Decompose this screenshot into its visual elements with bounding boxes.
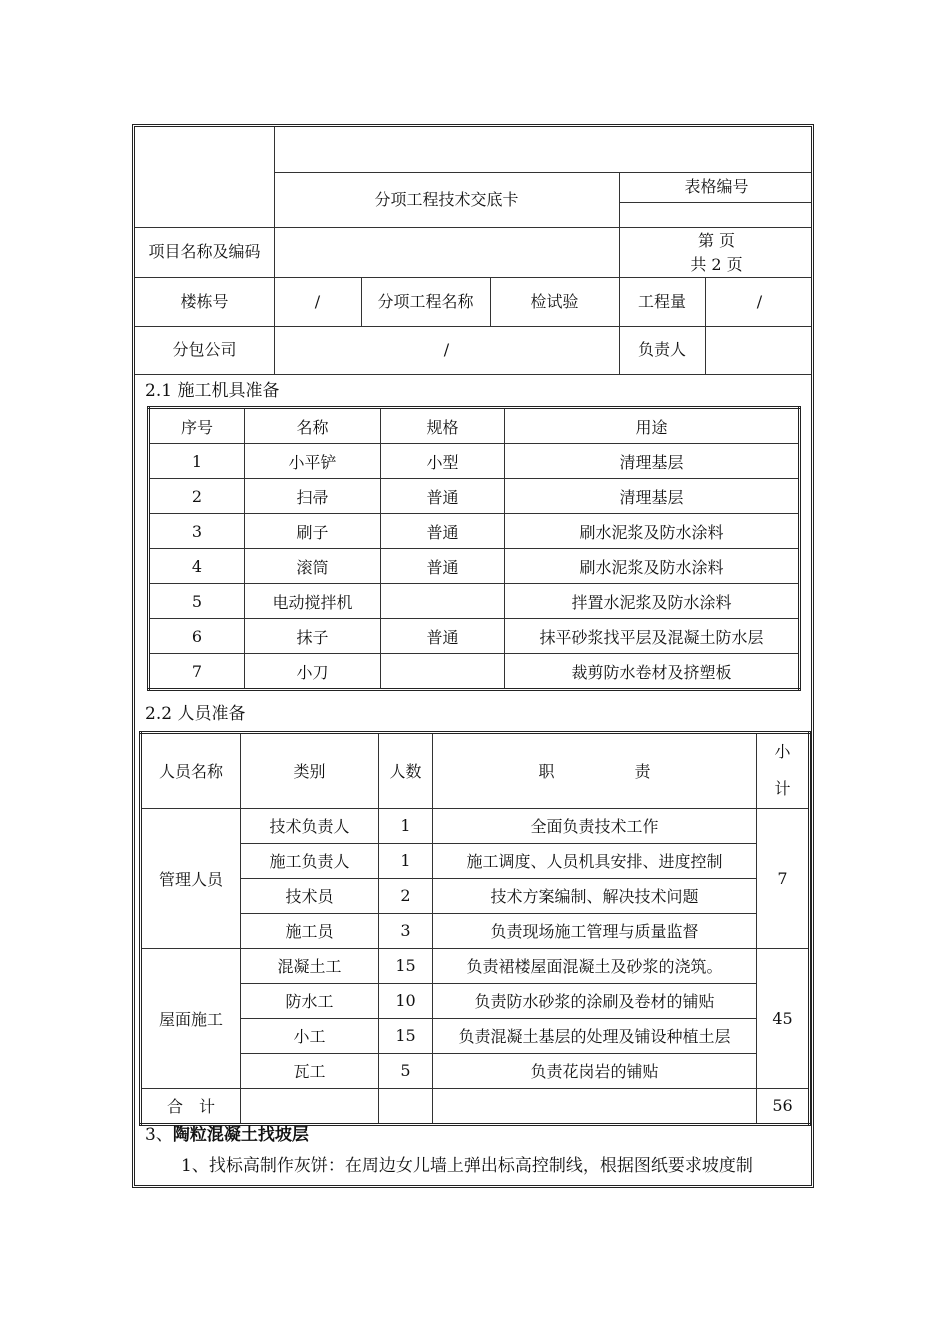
column-header-subtotal xyxy=(757,733,810,809)
column-header: 人数 xyxy=(379,733,433,809)
staff-subtotal: 7 xyxy=(757,808,810,948)
empty-cell xyxy=(433,1088,757,1124)
tool-spec xyxy=(381,584,505,619)
tool-index: 7 xyxy=(149,654,245,690)
column-header: 用途 xyxy=(505,408,800,444)
table-row xyxy=(149,584,800,619)
tool-use: 裁剪防水卷材及挤塑板 xyxy=(505,654,800,690)
staff-count: 15 xyxy=(379,948,433,983)
staff-duty: 施工调度、人员机具安排、进度控制 xyxy=(433,843,757,878)
section3-paragraph: 1、找标高制作灰饼：在周边女儿墙上弹出标高控制线，根据图纸要求坡度制 xyxy=(181,1156,753,1176)
staff-category: 防水工 xyxy=(241,983,379,1018)
staff-category: 施工负责人 xyxy=(241,843,379,878)
table-row xyxy=(141,983,810,1018)
table-row xyxy=(141,913,810,948)
tool-index: 3 xyxy=(149,514,245,549)
table-row xyxy=(141,878,810,913)
quantity-value: / xyxy=(756,291,763,311)
column-header: 类别 xyxy=(241,733,379,809)
staff-count: 1 xyxy=(379,808,433,843)
staff-duty: 负责现场施工管理与质量监督 xyxy=(433,913,757,948)
column-header: 人员名称 xyxy=(141,733,241,809)
tool-spec: 小型 xyxy=(381,444,505,479)
column-header: 职 责 xyxy=(433,733,757,809)
total-pages-label: 共 2 页 xyxy=(690,255,743,274)
tool-index: 1 xyxy=(149,444,245,479)
project-name-label: 项目名称及编码 xyxy=(148,242,261,261)
tool-use: 拌置水泥浆及防水涂料 xyxy=(505,584,800,619)
tool-name: 刷子 xyxy=(245,514,381,549)
tool-spec: 普通 xyxy=(381,549,505,584)
tool-index: 2 xyxy=(149,479,245,514)
table-row xyxy=(149,479,800,514)
tool-name: 电动搅拌机 xyxy=(245,584,381,619)
staff-count: 15 xyxy=(379,1018,433,1053)
tool-spec: 普通 xyxy=(381,619,505,654)
table-row xyxy=(149,549,800,584)
tool-use: 刷水泥浆及防水涂料 xyxy=(505,549,800,584)
table-row xyxy=(141,808,810,843)
table-row xyxy=(149,444,800,479)
column-header: 规格 xyxy=(381,408,505,444)
empty-cell xyxy=(379,1088,433,1124)
subcontractor-value: / xyxy=(443,340,450,359)
form-title: 分项工程技术交底卡 xyxy=(374,189,519,209)
empty-cell xyxy=(241,1088,379,1124)
staff-category: 瓦工 xyxy=(241,1053,379,1088)
tool-use: 清理基层 xyxy=(505,444,800,479)
tools-heading: 2.1 施工机具准备 xyxy=(145,381,280,401)
table-row xyxy=(141,948,810,983)
tool-name: 小平铲 xyxy=(245,444,381,479)
staff-count: 5 xyxy=(379,1053,433,1088)
staff-duty: 全面负责技术工作 xyxy=(433,808,757,843)
staff-category: 混凝土工 xyxy=(241,948,379,983)
staff-count: 1 xyxy=(379,843,433,878)
staff-category: 技术负责人 xyxy=(241,808,379,843)
staff-duty: 负责裙楼屋面混凝土及砂浆的浇筑。 xyxy=(433,948,757,983)
tool-spec: 普通 xyxy=(381,514,505,549)
total-value: 56 xyxy=(757,1088,810,1124)
section3-heading xyxy=(145,1120,309,1145)
tool-use: 抹平砂浆找平层及混凝土防水层 xyxy=(505,619,800,654)
subtotal-header-line: 计 xyxy=(774,778,791,798)
quantity-label: 工程量 xyxy=(637,291,686,311)
tools-header-row xyxy=(149,408,800,444)
tool-index: 4 xyxy=(149,549,245,584)
tools-table xyxy=(147,406,801,691)
column-header: 名称 xyxy=(245,408,381,444)
tool-name: 滚筒 xyxy=(245,549,381,584)
document-frame xyxy=(132,124,814,1188)
tool-name: 抹子 xyxy=(245,619,381,654)
subitem-label: 分项工程名称 xyxy=(377,291,474,311)
building-value: / xyxy=(314,291,321,311)
staff-heading: 2.2 人员准备 xyxy=(145,704,246,724)
staff-duty: 技术方案编制、解决技术问题 xyxy=(433,878,757,913)
staff-count: 10 xyxy=(379,983,433,1018)
section3-title: 陶粒混凝土找坡层 xyxy=(172,1125,309,1145)
staff-subtotal: 45 xyxy=(757,948,810,1088)
responsible-label: 负责人 xyxy=(637,340,686,359)
page-number-label: 第 页 xyxy=(697,231,736,250)
staff-duty: 负责防水砂浆的涂刷及卷材的铺贴 xyxy=(433,983,757,1018)
table-row xyxy=(141,1053,810,1088)
tool-use: 刷水泥浆及防水涂料 xyxy=(505,514,800,549)
column-header: 序号 xyxy=(149,408,245,444)
staff-category: 小工 xyxy=(241,1018,379,1053)
table-row xyxy=(149,654,800,690)
staff-duty: 负责混凝土基层的处理及铺设种植土层 xyxy=(433,1018,757,1053)
total-label: 合 计 xyxy=(141,1088,241,1124)
staff-duty: 负责花岗岩的铺贴 xyxy=(433,1053,757,1088)
tool-spec: 普通 xyxy=(381,479,505,514)
staff-group-name: 管理人员 xyxy=(141,808,241,948)
staff-count: 2 xyxy=(379,878,433,913)
staff-count: 3 xyxy=(379,913,433,948)
subcontractor-label: 分包公司 xyxy=(172,340,237,359)
tool-use: 清理基层 xyxy=(505,479,800,514)
header-divider xyxy=(619,202,814,203)
table-row xyxy=(149,514,800,549)
subitem-value: 检试验 xyxy=(530,291,579,311)
tool-index: 5 xyxy=(149,584,245,619)
table-row xyxy=(141,1018,810,1053)
tool-name: 小刀 xyxy=(245,654,381,690)
tool-index: 6 xyxy=(149,619,245,654)
subtotal-header-line: 小 xyxy=(774,742,791,761)
header-divider xyxy=(135,374,814,375)
staff-header-row xyxy=(141,733,810,809)
tool-spec xyxy=(381,654,505,690)
staff-category: 技术员 xyxy=(241,878,379,913)
table-row xyxy=(141,843,810,878)
total-row xyxy=(141,1088,810,1124)
staff-category: 施工员 xyxy=(241,913,379,948)
staff-group-name: 屋面施工 xyxy=(141,948,241,1088)
staff-table xyxy=(139,731,811,1126)
section3-number: 3、 xyxy=(145,1125,173,1145)
table-row xyxy=(149,619,800,654)
tool-name: 扫帚 xyxy=(245,479,381,514)
building-label: 楼栋号 xyxy=(180,291,229,311)
form-number-label: 表格编号 xyxy=(684,177,749,196)
